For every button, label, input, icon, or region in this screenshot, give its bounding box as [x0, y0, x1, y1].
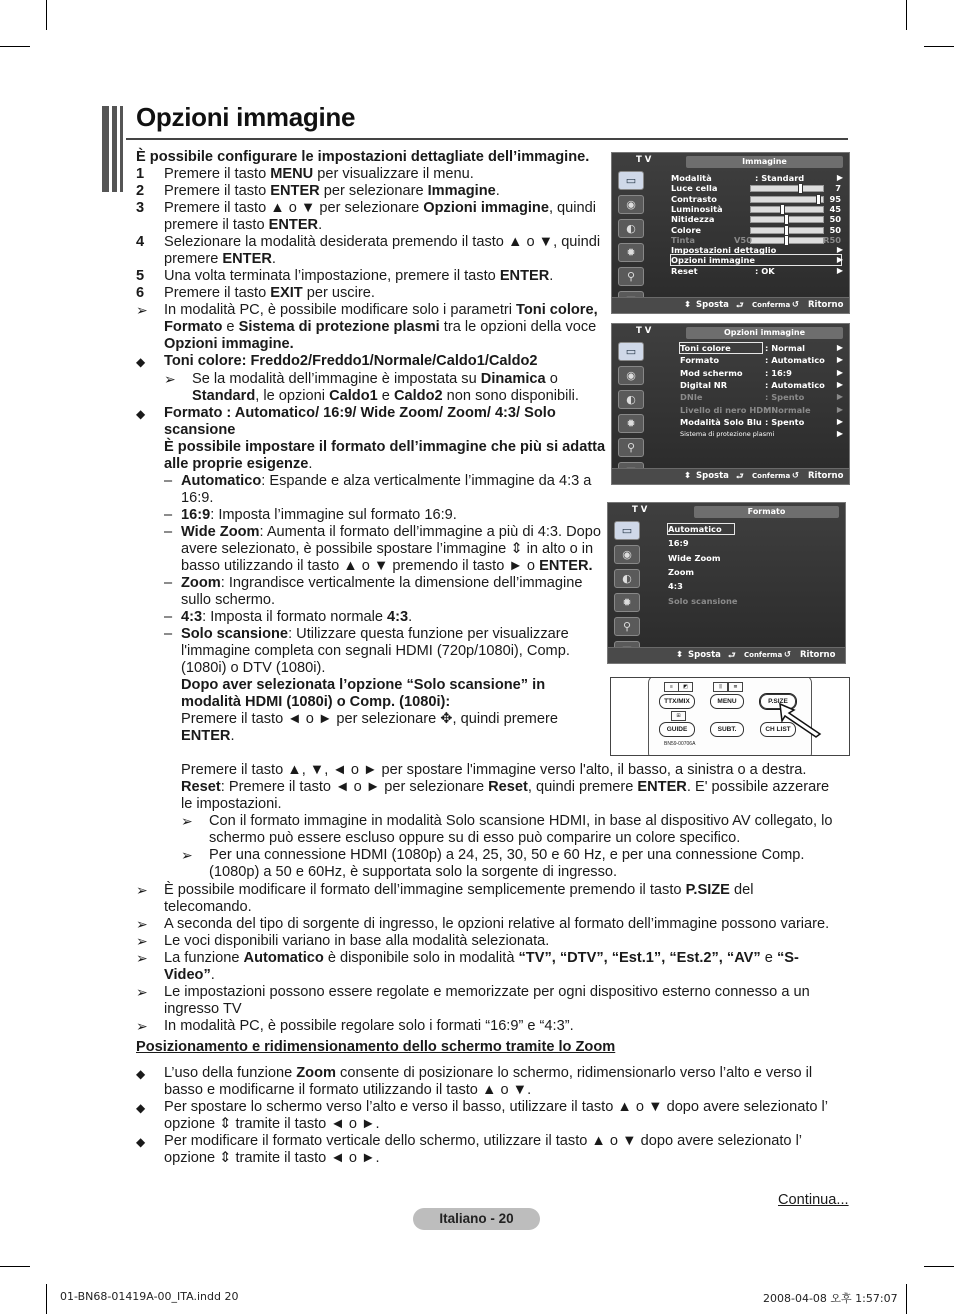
slider-value: 45 [829, 203, 841, 214]
picture-icon[interactable]: ▭ [614, 521, 640, 540]
general-notes [136, 882, 836, 1167]
steps-list [136, 166, 606, 302]
menu-item[interactable]: Solo scansione [668, 595, 738, 606]
step-item [136, 183, 606, 200]
menu-item[interactable]: Livello di nero HDMI [680, 404, 775, 415]
crop-mark [924, 46, 954, 47]
formato-option-text: Automatico: Espande e alza verticalmente l’immagine da 4:3 a 16:9. [181, 473, 592, 506]
return-icon: ↺ [792, 471, 800, 481]
note-icon: ➢ [136, 1018, 148, 1034]
teletext-icon: ≡ [664, 682, 679, 692]
zoom-item-text: Per spostare lo schermo verso l’alto e verso il basso, utilizzare il tasto ▲ o ▼ dopo avere selezionato l’ opzione ⇕ tramite il tasto ◄ o ►. [164, 1099, 828, 1132]
tv-header [612, 153, 849, 168]
solo-move-text: Premere il tasto ▲, ▼, ◄ o ► per spostare l'immagine verso l'alto, il basso, a sinistra o a destra. [181, 762, 807, 778]
right-arrow-icon: ▶ [836, 367, 843, 377]
general-note [136, 916, 836, 933]
general-note-text: Le impostazioni possono essere regolate e memorizzate per ogni dispositivo esterno connesso a un ingresso TV [164, 984, 810, 1017]
dash-marker: – [164, 626, 173, 642]
general-note-text: È possibile modificare il formato dell’immagine semplicemente premendo il tasto P.SIZE del telecomando. [164, 882, 754, 915]
formato-option [164, 507, 606, 524]
right-arrow-icon: ▶ [836, 355, 843, 365]
menu-item[interactable]: DNIe [680, 392, 703, 403]
solo-scansione-details [181, 762, 841, 881]
zoom-item-text: Per modificare il formato verticale dello schermo, utilizzare il tasto ▲ o ▼ dopo avere selezionato l’ opzione ⇕ tramite il tasto ◄ o ►. [164, 1133, 802, 1166]
menu-item[interactable]: Modalità Solo Blu [680, 416, 762, 427]
menu-button[interactable]: MENU [710, 694, 744, 709]
slider-track[interactable] [750, 185, 824, 192]
step-text: Premere il tasto EXIT per uscire. [164, 285, 375, 301]
tv-footer [612, 297, 849, 313]
tv-label: T V [632, 505, 648, 515]
menu-item-value: : Normale [765, 404, 811, 415]
footer-file: 01-BN68-01419A-00_ITA.indd 20 [60, 1290, 239, 1303]
formato-option-text: Zoom: Ingrandisce verticalmente la dimensione dell’immagine sullo schermo. [181, 575, 583, 608]
input-icon[interactable]: ⚲ [618, 267, 644, 286]
teletext-hold-icon: ⫼ [713, 682, 728, 692]
note-icon: ➢ [136, 916, 148, 932]
solo-scansione-title: Dopo aver selezionata l’opzione “Solo scansione” in modalità HDMI (1080i) o Comp. (1080i): [181, 677, 546, 710]
step-number: 4 [136, 234, 145, 250]
enter-label: Conferma [744, 651, 783, 659]
menu-item[interactable]: Digital NR [680, 379, 728, 390]
tv-menu-opzioni [611, 323, 850, 485]
menu-title: Immagine [686, 156, 843, 168]
dash-marker: – [164, 524, 173, 540]
crop-mark [906, 1284, 907, 1314]
right-arrow-icon: ▶ [836, 173, 843, 182]
step-item [136, 285, 606, 302]
zoom-list [136, 1065, 836, 1167]
menu-item[interactable]: Sistema di protezione plasmi [680, 430, 775, 439]
note-icon: ➢ [136, 984, 148, 1000]
formato-option-text: 4:3: Imposta il formato normale 4:3. [181, 609, 413, 625]
general-note-text: In modalità PC, è possibile regolare solo i formati “16:9” e “4:3”. [164, 1018, 574, 1034]
teletext-index-icon: ≣ [728, 682, 743, 692]
note-icon: ➢ [136, 933, 148, 949]
sound-icon[interactable]: ◉ [618, 366, 644, 385]
psize-button[interactable]: P.SIZE [760, 694, 796, 709]
enter-icon: ⮐ [728, 651, 736, 661]
solo-note [181, 847, 841, 881]
setup-icon[interactable]: ✹ [618, 243, 644, 262]
zoom-item [136, 1099, 836, 1133]
note-icon: ➢ [136, 950, 148, 966]
right-arrow-icon: ▶ [836, 245, 843, 255]
bullet-diamond: ◆ [136, 1135, 146, 1149]
dash-marker: – [164, 575, 173, 591]
tv-label: T V [636, 326, 652, 336]
menu-item-value: : Automatico [765, 379, 825, 390]
right-arrow-icon: ▶ [836, 343, 843, 352]
section-heading-zoom: Posizionamento e ridimensionamento dello schermo tramite lo Zoom [136, 1039, 616, 1055]
formato-option [164, 609, 606, 626]
setup-icon[interactable]: ✹ [614, 593, 640, 612]
tv-menu-immagine [611, 152, 850, 314]
return-icon: ↺ [792, 300, 800, 310]
general-note-text: A seconda del tipo di sorgente di ingresso, le opzioni relative al formato dell’immagine possono variare. [164, 916, 830, 932]
step-item [136, 200, 606, 234]
slider-value: R50 [823, 234, 841, 245]
title-decoration [102, 106, 126, 192]
tv-footer [612, 468, 849, 484]
general-note [136, 950, 836, 984]
menu-item[interactable]: 4:3 [668, 581, 683, 592]
slider-thumb[interactable] [784, 235, 789, 246]
footer-date: 2008-04-08 오후 1:57:07 [763, 1292, 898, 1305]
slider-thumb[interactable] [816, 194, 821, 205]
tv-header [608, 503, 845, 518]
menu-item[interactable]: Luce cella [671, 183, 718, 194]
move-label: Sposta [696, 300, 729, 310]
menu-item-value: : 16:9 [765, 367, 792, 378]
setup-icon[interactable]: ✹ [618, 414, 644, 433]
right-arrow-icon: ▶ [836, 404, 843, 414]
crop-mark [46, 0, 47, 30]
step-number: 6 [136, 285, 145, 301]
menu-title: Formato [694, 506, 839, 518]
sound-icon[interactable]: ◉ [618, 195, 644, 214]
main-text [136, 149, 606, 745]
right-arrow-icon: ▶ [836, 416, 843, 426]
dash-marker: – [164, 507, 173, 523]
sound-icon[interactable]: ◉ [614, 545, 640, 564]
bullet-diamond: ◆ [136, 1067, 146, 1081]
menu-item[interactable]: 16:9 [668, 538, 689, 549]
right-arrow-icon: ▶ [836, 392, 843, 402]
note-icon: ➢ [181, 847, 193, 863]
general-note [136, 984, 836, 1018]
general-note [136, 933, 836, 950]
page-title: Opzioni immagine [136, 102, 356, 132]
solo-note-text: Per una connessione HDMI (1080p) a 24, 25, 30, 50 e 60 Hz, e per una connessione Comp. (1080p) a 50 e 60Hz, è supportata solo la sorgente di ingresso. [209, 847, 805, 880]
step-item [136, 166, 606, 183]
menu-icons [614, 521, 644, 665]
solo-note [181, 813, 841, 847]
return-label: Ritorno [800, 650, 836, 660]
channel-icon[interactable]: ◐ [618, 219, 644, 238]
slider-track[interactable] [750, 206, 824, 213]
menu-item-value: : Spento [765, 392, 805, 403]
menu-item-value: : OK [755, 265, 775, 276]
remote-model: BN59-00706A [664, 741, 696, 747]
return-label: Ritorno [808, 471, 844, 481]
continue-link[interactable]: Continua... [778, 1192, 849, 1208]
note-icon: ➢ [181, 813, 193, 829]
crop-mark [0, 46, 30, 47]
move-icon: ⬍ [676, 650, 684, 660]
formato-option-text: Wide Zoom: Aumenta il formato dell’immagine a più di 4:3. Dopo avere selezionato, è possibile spostare l’immagine ⇕ in alto o in basso utilizzando il tasto ▲ o ▼ premendo il tasto ► o ENTER. [181, 524, 602, 574]
menu-item[interactable]: Luminosità [671, 203, 723, 214]
picture-icon[interactable]: ▭ [618, 342, 644, 361]
dash-marker: – [164, 609, 173, 625]
menu-item[interactable]: Automatico [668, 524, 734, 534]
menu-item[interactable]: Colore [671, 224, 702, 235]
menu-item[interactable]: Zoom [668, 566, 695, 577]
menu-item[interactable]: Nitidezza [671, 214, 715, 225]
ttx-mix-button[interactable]: TTX/MIX [659, 694, 695, 709]
right-arrow-icon: ▶ [836, 379, 843, 389]
move-label: Sposta [696, 471, 729, 481]
formato-subtitle: È possibile impostare il formato dell’immagine che più si adatta alle proprie esigenze. [164, 439, 606, 472]
menu-item[interactable]: Opzioni immagine [671, 255, 841, 265]
general-note-text: Le voci disponibili variano in base alla modalità selezionata. [164, 933, 550, 949]
remote-control-illustration [610, 677, 850, 756]
picture-icon[interactable]: ▭ [618, 171, 644, 190]
step-number: 3 [136, 200, 145, 216]
solo-reset-text: Reset: Premere il tasto ◄ o ► per selezionare Reset, quindi premere ENTER. E' possibile azzerare le impostazioni. [181, 779, 830, 812]
tv-menu-formato [607, 502, 846, 664]
general-note [136, 882, 836, 916]
formato-option [164, 575, 606, 609]
slider-value: 95 [829, 193, 841, 204]
enter-icon: ⮐ [736, 301, 744, 311]
menu-item[interactable]: Impostazioni dettaglio [671, 245, 777, 256]
return-label: Ritorno [808, 300, 844, 310]
teletext-size-icon: ⊞ [671, 711, 686, 721]
zoom-item [136, 1065, 836, 1099]
toni-colore-heading: ◆ Toni colore: Freddo2/Freddo1/Normale/Caldo1/Caldo2 [136, 353, 538, 369]
general-note [136, 1018, 836, 1035]
menu-item[interactable]: Tinta [671, 234, 695, 245]
menu-item[interactable]: Wide Zoom [668, 552, 721, 563]
input-icon[interactable]: ⚲ [618, 438, 644, 457]
subt-button[interactable]: SUBT. [710, 722, 744, 737]
slider-value: 7 [835, 183, 841, 194]
menu-item[interactable]: Modalità [671, 173, 712, 183]
tv-footer [608, 647, 845, 663]
crop-mark [906, 0, 907, 30]
formato-option-text: 16:9: Imposta l’immagine sul formato 16:9. [181, 507, 457, 523]
guide-button[interactable]: GUIDE [659, 722, 695, 737]
right-arrow-icon: ▶ [836, 265, 843, 275]
menu-item[interactable]: Formato [680, 355, 720, 366]
step-item [136, 234, 606, 268]
crop-mark [924, 1266, 954, 1267]
step-text: Selezionare la modalità desiderata premendo il tasto ▲ o ▼, quindi premere ENTER. [164, 234, 601, 267]
slider-thumb[interactable] [798, 183, 803, 194]
menu-title: Opzioni immagine [686, 327, 843, 339]
menu-item-value: : Normal [765, 343, 806, 353]
formato-list [136, 473, 606, 677]
solo-note-text: Con il formato immagine in modalità Solo scansione HDMI, in base al dispositivo AV collegato, lo schermo può essere escluso oppure su di esso può comparire un colore specifico. [209, 813, 833, 846]
title-rule [126, 138, 848, 140]
slider-left-value: V50 [734, 234, 752, 245]
menu-item[interactable]: Toni colore [680, 343, 762, 353]
step-number: 2 [136, 183, 145, 199]
crop-mark [0, 1266, 30, 1267]
step-number: 1 [136, 166, 145, 182]
channel-icon[interactable]: ◐ [618, 390, 644, 409]
menu-icons [618, 342, 648, 486]
menu-item-value: : Automatico [765, 355, 825, 366]
page-number-badge: Italiano - 20 [413, 1208, 540, 1230]
formato-option [164, 473, 606, 507]
general-note-text: La funzione Automatico è disponibile solo in modalità “TV”, “DTV”, “Est.1”, “Est.2”, “AV” e “S-Video”. [164, 950, 799, 983]
crop-mark [46, 1284, 47, 1314]
menu-item-value: : Standard [755, 173, 805, 183]
enter-label: Conferma [752, 301, 791, 309]
step-number: 5 [136, 268, 145, 284]
menu-item-value: : Spento [765, 416, 805, 427]
zoom-item [136, 1133, 836, 1167]
menu-item[interactable]: Reset [671, 265, 698, 276]
menu-item[interactable]: Contrasto [671, 193, 717, 204]
intro-text: È possibile configurare le impostazioni dettagliate dell’immagine. [136, 149, 590, 165]
slider-value: 50 [829, 214, 841, 225]
dash-marker: – [164, 473, 173, 489]
teletext-mix-icon: ◩ [678, 682, 693, 692]
solo-notes [181, 813, 841, 881]
formato-option [164, 626, 606, 677]
step-text: Premere il tasto ENTER per selezionare Immagine. [164, 183, 500, 199]
enter-label: Conferma [752, 472, 791, 480]
right-arrow-icon: ▶ [836, 429, 843, 439]
slider-track[interactable] [750, 196, 824, 203]
right-arrow-icon: ▶ [836, 255, 843, 265]
tv-header [612, 324, 849, 339]
pointer-arrow-icon [776, 702, 824, 738]
input-icon[interactable]: ⚲ [614, 617, 640, 636]
note-icon: ➢ [136, 882, 148, 898]
step-text: Premere il tasto MENU per visualizzare il menu. [164, 166, 474, 182]
return-icon: ↺ [784, 650, 792, 660]
move-icon: ⬍ [684, 300, 692, 310]
step-item [136, 268, 606, 285]
step-text: Una volta terminata l’impostazione, premere il tasto ENTER. [164, 268, 554, 284]
bullet-diamond: ◆ [136, 1101, 146, 1115]
menu-icons [618, 171, 648, 315]
menu-item[interactable]: Mod schermo [680, 367, 743, 378]
solo-scansione-press: Premere il tasto ◄ o ► per selezionare ✥, quindi premere ENTER. [181, 711, 558, 744]
step-text: Premere il tasto ▲ o ▼ per selezionare Opzioni immagine, quindi premere il tasto ENTER. [164, 200, 597, 233]
formato-heading: ◆ Formato : Automatico/ 16:9/ Wide Zoom/ Zoom/ 4:3/ Solo scansione [136, 405, 556, 438]
zoom-item-text: L’uso della funzione Zoom consente di posizionare lo schermo, ridimensionarlo verso l’alto e verso il basso e modificarne il formato utilizzando il tasto ▲ o ▼. [164, 1065, 813, 1098]
formato-option-text: Solo scansione: Utilizzare questa funzione per visualizzare l'immagine completa con segnali HDMI (720p/1080i), Comp. (1080i) o DTV (1080i). [181, 626, 570, 676]
toni-colore-note: ➢ Se la modalità dell’immagine è impostata su Dinamica o Standard, le opzioni Caldo1 e Caldo2 non sono disponibili. [164, 371, 579, 404]
slider-value: 50 [829, 224, 841, 235]
enter-icon: ⮐ [736, 472, 744, 482]
ch-list-button[interactable]: CH LIST [760, 722, 796, 737]
channel-icon[interactable]: ◐ [614, 569, 640, 588]
note-pc: ➢ In modalità PC, è possibile modificare solo i parametri Toni colore, Formato e Sistema di protezione plasmi tra le opzioni della voce Opzioni immagine. [136, 302, 598, 352]
formato-option [164, 524, 606, 575]
move-icon: ⬍ [684, 471, 692, 481]
move-label: Sposta [688, 650, 721, 660]
tv-label: T V [636, 155, 652, 165]
